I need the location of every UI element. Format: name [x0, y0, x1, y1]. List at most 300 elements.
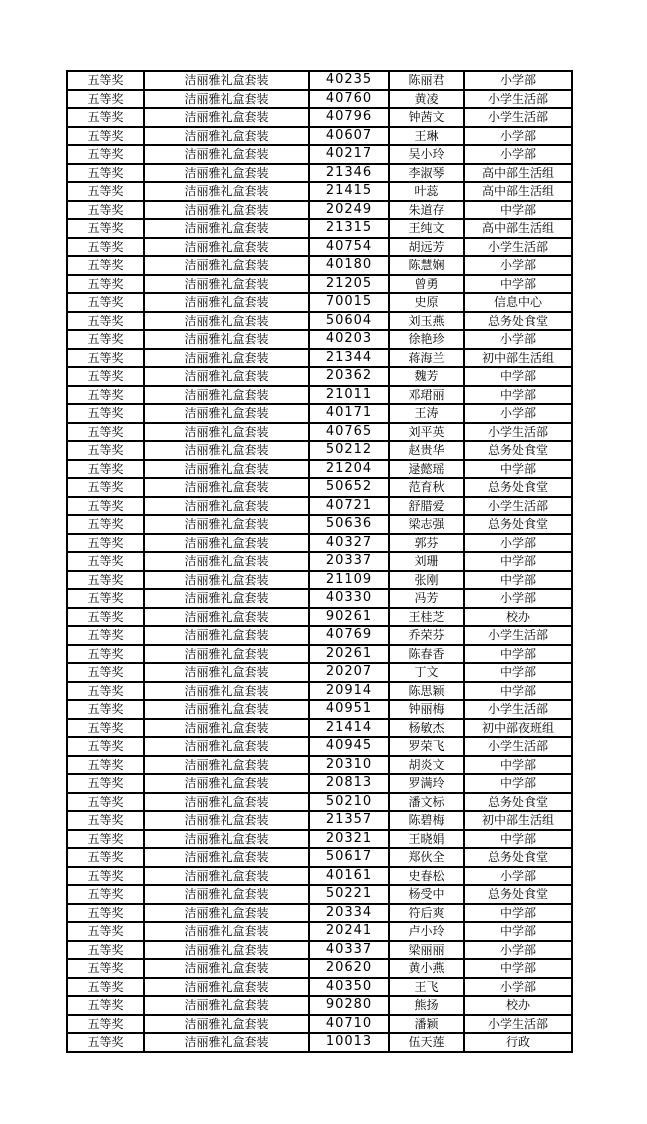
table-row [67, 608, 572, 627]
cell-employee-name: 刘玉燕 [389, 312, 464, 331]
cell-prize-level: 五等奖 [67, 663, 144, 682]
cell-employee-name: 黄凌 [389, 90, 464, 109]
cell-employee-name: 邓珺丽 [389, 386, 464, 405]
cell-employee-id: 21205 [309, 275, 389, 294]
cell-employee-id: 40721 [309, 497, 389, 516]
cell-department: 校办 [464, 608, 572, 627]
cell-employee-name: 舒腊爱 [389, 497, 464, 516]
table-row [67, 663, 572, 682]
cell-employee-name: 丁文 [389, 663, 464, 682]
table-row [67, 145, 572, 164]
cell-prize-level: 五等奖 [67, 145, 144, 164]
cell-prize-level: 五等奖 [67, 404, 144, 423]
cell-employee-id: 10013 [309, 1033, 389, 1052]
cell-employee-name: 赵贵华 [389, 441, 464, 460]
cell-employee-name: 符后爽 [389, 904, 464, 923]
cell-employee-name: 钟丽梅 [389, 700, 464, 719]
cell-department: 小学部 [464, 589, 572, 608]
cell-department: 中学部 [464, 386, 572, 405]
cell-employee-id: 50636 [309, 515, 389, 534]
table-row [67, 460, 572, 479]
cell-prize-level: 五等奖 [67, 756, 144, 775]
cell-employee-name: 陈思颖 [389, 682, 464, 701]
cell-prize-level: 五等奖 [67, 922, 144, 941]
cell-prize-level: 五等奖 [67, 959, 144, 978]
table-row [67, 497, 572, 516]
cell-prize-level: 五等奖 [67, 182, 144, 201]
cell-employee-id: 20620 [309, 959, 389, 978]
cell-employee-name: 李淑琴 [389, 164, 464, 183]
cell-employee-id: 20207 [309, 663, 389, 682]
cell-employee-id: 40769 [309, 626, 389, 645]
cell-prize-item: 洁丽雅礼盒套装 [144, 571, 309, 590]
cell-employee-name: 史春松 [389, 867, 464, 886]
table-row [67, 164, 572, 183]
cell-prize-level: 五等奖 [67, 423, 144, 442]
cell-prize-level: 五等奖 [67, 460, 144, 479]
cell-employee-id: 20261 [309, 645, 389, 664]
cell-employee-name: 王飞 [389, 978, 464, 997]
prize-award-table [66, 70, 573, 1053]
cell-prize-level: 五等奖 [67, 164, 144, 183]
cell-employee-id: 21204 [309, 460, 389, 479]
cell-department: 中学部 [464, 663, 572, 682]
cell-employee-name: 钟茜文 [389, 108, 464, 127]
cell-department: 小学生活部 [464, 1015, 572, 1034]
cell-prize-level: 五等奖 [67, 293, 144, 312]
cell-department: 中学部 [464, 201, 572, 220]
cell-prize-level: 五等奖 [67, 349, 144, 368]
cell-employee-name: 蒋海兰 [389, 349, 464, 368]
table-row [67, 1015, 572, 1034]
table-row [67, 182, 572, 201]
cell-employee-name: 史原 [389, 293, 464, 312]
cell-employee-id: 50604 [309, 312, 389, 331]
cell-department: 行政 [464, 1033, 572, 1052]
cell-prize-item: 洁丽雅礼盒套装 [144, 996, 309, 1015]
cell-employee-name: 陈碧梅 [389, 811, 464, 830]
cell-employee-name: 陈丽君 [389, 71, 464, 90]
table-row [67, 423, 572, 442]
cell-department: 总务处食堂 [464, 441, 572, 460]
cell-employee-id: 40350 [309, 978, 389, 997]
cell-prize-level: 五等奖 [67, 719, 144, 738]
cell-employee-name: 徐艳珍 [389, 330, 464, 349]
table-row [67, 275, 572, 294]
cell-prize-item: 洁丽雅礼盒套装 [144, 534, 309, 553]
cell-employee-name: 王琳 [389, 127, 464, 146]
cell-employee-id: 21011 [309, 386, 389, 405]
cell-department: 总务处食堂 [464, 848, 572, 867]
cell-prize-item: 洁丽雅礼盒套装 [144, 774, 309, 793]
cell-employee-name: 伍天莲 [389, 1033, 464, 1052]
cell-employee-id: 40171 [309, 404, 389, 423]
cell-prize-level: 五等奖 [67, 848, 144, 867]
cell-department: 总务处食堂 [464, 478, 572, 497]
cell-prize-item: 洁丽雅礼盒套装 [144, 552, 309, 571]
cell-employee-id: 50210 [309, 793, 389, 812]
cell-employee-id: 40330 [309, 589, 389, 608]
cell-prize-item: 洁丽雅礼盒套装 [144, 626, 309, 645]
cell-employee-name: 王纯文 [389, 219, 464, 238]
cell-prize-item: 洁丽雅礼盒套装 [144, 478, 309, 497]
cell-employee-id: 40951 [309, 700, 389, 719]
cell-employee-name: 杨受中 [389, 885, 464, 904]
cell-department: 小学生活部 [464, 700, 572, 719]
cell-prize-level: 五等奖 [67, 571, 144, 590]
cell-prize-level: 五等奖 [67, 330, 144, 349]
table-row [67, 312, 572, 331]
cell-department: 中学部 [464, 275, 572, 294]
cell-prize-item: 洁丽雅礼盒套装 [144, 404, 309, 423]
cell-prize-item: 洁丽雅礼盒套装 [144, 90, 309, 109]
cell-department: 小学部 [464, 941, 572, 960]
cell-prize-item: 洁丽雅礼盒套装 [144, 201, 309, 220]
table-row [67, 256, 572, 275]
cell-employee-id: 21346 [309, 164, 389, 183]
cell-prize-level: 五等奖 [67, 996, 144, 1015]
cell-department: 高中部生活组 [464, 164, 572, 183]
cell-prize-item: 洁丽雅礼盒套装 [144, 71, 309, 90]
cell-employee-name: 梁丽丽 [389, 941, 464, 960]
cell-prize-item: 洁丽雅礼盒套装 [144, 756, 309, 775]
cell-employee-name: 胡远芳 [389, 238, 464, 257]
cell-prize-item: 洁丽雅礼盒套装 [144, 386, 309, 405]
cell-prize-item: 洁丽雅礼盒套装 [144, 867, 309, 886]
cell-prize-item: 洁丽雅礼盒套装 [144, 349, 309, 368]
cell-employee-id: 40760 [309, 90, 389, 109]
cell-employee-id: 20334 [309, 904, 389, 923]
cell-prize-level: 五等奖 [67, 904, 144, 923]
cell-prize-item: 洁丽雅礼盒套装 [144, 293, 309, 312]
cell-department: 小学部 [464, 330, 572, 349]
cell-employee-name: 吴小玲 [389, 145, 464, 164]
cell-department: 小学部 [464, 404, 572, 423]
cell-employee-name: 范育秋 [389, 478, 464, 497]
cell-employee-name: 曾勇 [389, 275, 464, 294]
cell-prize-level: 五等奖 [67, 312, 144, 331]
table-row [67, 90, 572, 109]
table-row [67, 904, 572, 923]
cell-department: 初中部生活组 [464, 811, 572, 830]
cell-employee-id: 50221 [309, 885, 389, 904]
cell-prize-level: 五等奖 [67, 386, 144, 405]
table-row [67, 571, 572, 590]
cell-employee-id: 40337 [309, 941, 389, 960]
prize-table-body [67, 71, 572, 1052]
table-row [67, 108, 572, 127]
table-row [67, 219, 572, 238]
cell-department: 校办 [464, 996, 572, 1015]
table-row [67, 848, 572, 867]
cell-department: 信息中心 [464, 293, 572, 312]
table-row [67, 127, 572, 146]
cell-prize-level: 五等奖 [67, 219, 144, 238]
cell-prize-item: 洁丽雅礼盒套装 [144, 959, 309, 978]
table-row [67, 404, 572, 423]
cell-employee-id: 40710 [309, 1015, 389, 1034]
table-row [67, 830, 572, 849]
cell-prize-level: 五等奖 [67, 589, 144, 608]
cell-department: 总务处食堂 [464, 885, 572, 904]
cell-department: 小学生活部 [464, 238, 572, 257]
cell-department: 中学部 [464, 756, 572, 775]
cell-prize-level: 五等奖 [67, 941, 144, 960]
table-row [67, 793, 572, 812]
cell-prize-item: 洁丽雅礼盒套装 [144, 793, 309, 812]
cell-employee-id: 20362 [309, 367, 389, 386]
cell-department: 小学生活部 [464, 497, 572, 516]
cell-prize-level: 五等奖 [67, 515, 144, 534]
cell-prize-item: 洁丽雅礼盒套装 [144, 441, 309, 460]
table-row [67, 774, 572, 793]
cell-prize-level: 五等奖 [67, 811, 144, 830]
cell-department: 小学部 [464, 867, 572, 886]
cell-department: 小学生活部 [464, 90, 572, 109]
cell-prize-item: 洁丽雅礼盒套装 [144, 700, 309, 719]
cell-prize-item: 洁丽雅礼盒套装 [144, 312, 309, 331]
table-row [67, 756, 572, 775]
cell-prize-level: 五等奖 [67, 626, 144, 645]
cell-prize-item: 洁丽雅礼盒套装 [144, 922, 309, 941]
cell-employee-id: 40796 [309, 108, 389, 127]
table-row [67, 682, 572, 701]
cell-prize-item: 洁丽雅礼盒套装 [144, 127, 309, 146]
cell-prize-level: 五等奖 [67, 552, 144, 571]
cell-department: 小学生活部 [464, 737, 572, 756]
cell-prize-item: 洁丽雅礼盒套装 [144, 811, 309, 830]
cell-prize-level: 五等奖 [67, 90, 144, 109]
cell-employee-id: 70015 [309, 293, 389, 312]
cell-prize-level: 五等奖 [67, 256, 144, 275]
cell-prize-item: 洁丽雅礼盒套装 [144, 219, 309, 238]
cell-prize-item: 洁丽雅礼盒套装 [144, 423, 309, 442]
table-row [67, 922, 572, 941]
table-row [67, 386, 572, 405]
cell-employee-name: 逯懿瑶 [389, 460, 464, 479]
cell-employee-id: 40161 [309, 867, 389, 886]
cell-employee-name: 乔荣芬 [389, 626, 464, 645]
cell-prize-level: 五等奖 [67, 793, 144, 812]
cell-prize-item: 洁丽雅礼盒套装 [144, 256, 309, 275]
cell-employee-id: 20321 [309, 830, 389, 849]
cell-department: 中学部 [464, 922, 572, 941]
cell-employee-id: 20249 [309, 201, 389, 220]
cell-department: 高中部生活组 [464, 182, 572, 201]
cell-prize-item: 洁丽雅礼盒套装 [144, 497, 309, 516]
cell-employee-name: 冯芳 [389, 589, 464, 608]
cell-prize-item: 洁丽雅礼盒套装 [144, 885, 309, 904]
cell-department: 小学部 [464, 127, 572, 146]
cell-employee-name: 杨敏杰 [389, 719, 464, 738]
cell-department: 初中部生活组 [464, 349, 572, 368]
cell-prize-item: 洁丽雅礼盒套装 [144, 145, 309, 164]
table-row [67, 330, 572, 349]
cell-prize-level: 五等奖 [67, 275, 144, 294]
cell-employee-id: 21357 [309, 811, 389, 830]
cell-prize-level: 五等奖 [67, 201, 144, 220]
cell-employee-id: 50212 [309, 441, 389, 460]
table-row [67, 589, 572, 608]
table-row [67, 978, 572, 997]
cell-prize-item: 洁丽雅礼盒套装 [144, 1015, 309, 1034]
table-row [67, 811, 572, 830]
cell-department: 总务处食堂 [464, 793, 572, 812]
cell-prize-item: 洁丽雅礼盒套装 [144, 238, 309, 257]
cell-prize-level: 五等奖 [67, 608, 144, 627]
cell-employee-id: 50617 [309, 848, 389, 867]
cell-employee-name: 陈慧娴 [389, 256, 464, 275]
cell-employee-name: 郭芬 [389, 534, 464, 553]
cell-prize-item: 洁丽雅礼盒套装 [144, 904, 309, 923]
cell-employee-id: 20914 [309, 682, 389, 701]
cell-prize-level: 五等奖 [67, 127, 144, 146]
cell-employee-id: 40754 [309, 238, 389, 257]
cell-prize-level: 五等奖 [67, 238, 144, 257]
table-row [67, 737, 572, 756]
cell-prize-level: 五等奖 [67, 700, 144, 719]
cell-employee-id: 20310 [309, 756, 389, 775]
cell-prize-item: 洁丽雅礼盒套装 [144, 978, 309, 997]
cell-prize-level: 五等奖 [67, 108, 144, 127]
cell-employee-name: 郑伙全 [389, 848, 464, 867]
cell-employee-id: 21415 [309, 182, 389, 201]
cell-employee-name: 刘珊 [389, 552, 464, 571]
cell-prize-item: 洁丽雅礼盒套装 [144, 1033, 309, 1052]
cell-prize-level: 五等奖 [67, 737, 144, 756]
cell-employee-id: 21344 [309, 349, 389, 368]
table-row [67, 293, 572, 312]
cell-prize-item: 洁丽雅礼盒套装 [144, 663, 309, 682]
cell-prize-item: 洁丽雅礼盒套装 [144, 275, 309, 294]
table-row [67, 552, 572, 571]
cell-prize-item: 洁丽雅礼盒套装 [144, 330, 309, 349]
cell-department: 中学部 [464, 552, 572, 571]
cell-prize-item: 洁丽雅礼盒套装 [144, 515, 309, 534]
cell-employee-id: 90280 [309, 996, 389, 1015]
cell-department: 中学部 [464, 959, 572, 978]
cell-department: 总务处食堂 [464, 515, 572, 534]
cell-department: 初中部夜班组 [464, 719, 572, 738]
cell-prize-item: 洁丽雅礼盒套装 [144, 848, 309, 867]
cell-employee-name: 叶蕊 [389, 182, 464, 201]
cell-employee-name: 张刚 [389, 571, 464, 590]
table-row [67, 645, 572, 664]
table-row [67, 349, 572, 368]
cell-department: 中学部 [464, 367, 572, 386]
cell-employee-name: 罗满玲 [389, 774, 464, 793]
cell-employee-id: 50652 [309, 478, 389, 497]
cell-employee-id: 40180 [309, 256, 389, 275]
cell-department: 小学部 [464, 978, 572, 997]
table-row [67, 367, 572, 386]
cell-department: 中学部 [464, 830, 572, 849]
cell-department: 总务处食堂 [464, 312, 572, 331]
table-row [67, 238, 572, 257]
cell-employee-name: 王晓娟 [389, 830, 464, 849]
cell-employee-id: 21315 [309, 219, 389, 238]
cell-prize-item: 洁丽雅礼盒套装 [144, 608, 309, 627]
cell-employee-id: 20337 [309, 552, 389, 571]
table-row [67, 201, 572, 220]
cell-prize-item: 洁丽雅礼盒套装 [144, 164, 309, 183]
cell-prize-level: 五等奖 [67, 885, 144, 904]
cell-department: 中学部 [464, 645, 572, 664]
cell-employee-id: 20813 [309, 774, 389, 793]
cell-employee-name: 熊扬 [389, 996, 464, 1015]
table-row [67, 959, 572, 978]
table-row [67, 71, 572, 90]
cell-prize-item: 洁丽雅礼盒套装 [144, 589, 309, 608]
cell-prize-item: 洁丽雅礼盒套装 [144, 682, 309, 701]
cell-employee-name: 魏芳 [389, 367, 464, 386]
cell-employee-name: 卢小玲 [389, 922, 464, 941]
cell-prize-level: 五等奖 [67, 478, 144, 497]
cell-prize-item: 洁丽雅礼盒套装 [144, 645, 309, 664]
cell-prize-level: 五等奖 [67, 830, 144, 849]
cell-prize-level: 五等奖 [67, 1015, 144, 1034]
cell-department: 高中部生活组 [464, 219, 572, 238]
cell-prize-level: 五等奖 [67, 978, 144, 997]
cell-department: 小学生活部 [464, 626, 572, 645]
cell-employee-name: 梁志强 [389, 515, 464, 534]
table-row [67, 515, 572, 534]
cell-department: 小学部 [464, 145, 572, 164]
cell-employee-name: 罗荣飞 [389, 737, 464, 756]
table-row [67, 719, 572, 738]
cell-prize-level: 五等奖 [67, 497, 144, 516]
cell-department: 小学部 [464, 256, 572, 275]
cell-employee-id: 40765 [309, 423, 389, 442]
cell-department: 中学部 [464, 682, 572, 701]
cell-department: 小学生活部 [464, 423, 572, 442]
cell-employee-name: 黄小燕 [389, 959, 464, 978]
table-row [67, 941, 572, 960]
cell-employee-name: 陈春香 [389, 645, 464, 664]
cell-employee-id: 40203 [309, 330, 389, 349]
cell-employee-name: 王桂芝 [389, 608, 464, 627]
cell-department: 中学部 [464, 904, 572, 923]
cell-prize-item: 洁丽雅礼盒套装 [144, 367, 309, 386]
cell-prize-level: 五等奖 [67, 534, 144, 553]
table-row [67, 996, 572, 1015]
cell-employee-name: 朱道存 [389, 201, 464, 220]
cell-prize-level: 五等奖 [67, 645, 144, 664]
table-row [67, 1033, 572, 1052]
table-row [67, 478, 572, 497]
cell-employee-id: 40607 [309, 127, 389, 146]
cell-prize-level: 五等奖 [67, 774, 144, 793]
cell-employee-id: 21109 [309, 571, 389, 590]
cell-prize-item: 洁丽雅礼盒套装 [144, 719, 309, 738]
cell-prize-item: 洁丽雅礼盒套装 [144, 460, 309, 479]
cell-employee-id: 40327 [309, 534, 389, 553]
table-row [67, 700, 572, 719]
cell-employee-id: 40945 [309, 737, 389, 756]
table-row [67, 441, 572, 460]
cell-department: 中学部 [464, 571, 572, 590]
cell-prize-level: 五等奖 [67, 441, 144, 460]
table-row [67, 885, 572, 904]
cell-prize-item: 洁丽雅礼盒套装 [144, 737, 309, 756]
table-row [67, 626, 572, 645]
cell-employee-name: 潘颖 [389, 1015, 464, 1034]
cell-prize-item: 洁丽雅礼盒套装 [144, 108, 309, 127]
cell-department: 中学部 [464, 774, 572, 793]
cell-prize-item: 洁丽雅礼盒套装 [144, 182, 309, 201]
cell-prize-level: 五等奖 [67, 1033, 144, 1052]
cell-employee-id: 21414 [309, 719, 389, 738]
